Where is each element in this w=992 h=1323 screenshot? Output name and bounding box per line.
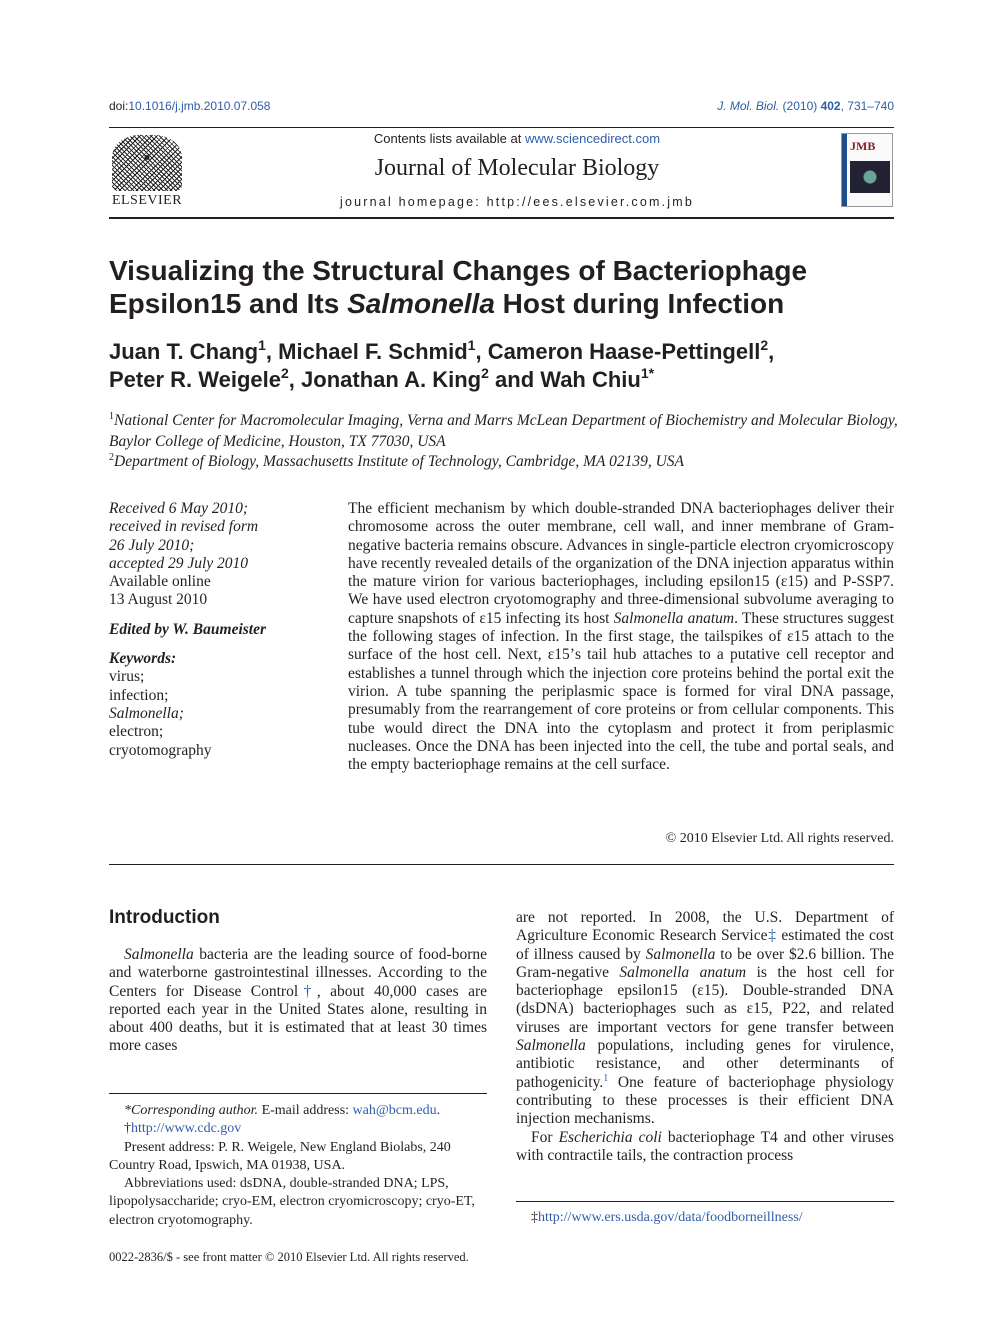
author-separator: , — [768, 339, 775, 364]
online-label: Available online — [109, 573, 211, 591]
intro-italic: Salmonella — [645, 945, 716, 963]
citation-year: (2010) — [782, 99, 818, 113]
corresponding-label: *Corresponding author. — [124, 1103, 259, 1118]
abbreviations: Abbreviations used: dsDNA, double-stranded DNA; LPS, lipopolysaccharide; cryo-EM, electron cryomicroscopy; cryo-ET, electron cryotomography. — [109, 1176, 475, 1228]
intro-text: bacteriophage T4 and other viruses with contractile tails, the contraction process — [516, 1128, 894, 1164]
intro-text: are not reported. In 2008, the U.S. Department of Agriculture Economic Research Service — [516, 909, 894, 945]
author — [109, 367, 301, 392]
corresponding-author-note — [109, 1102, 487, 1120]
author-affil-sup: 1* — [640, 365, 655, 381]
cover-label: JMB — [850, 139, 876, 153]
spacer — [109, 639, 329, 650]
intro-text: to be over $2.6 billion. The Gram-negative — [516, 945, 894, 981]
intro-paragraph — [516, 909, 894, 1129]
journal-name: Journal of Molecular Biology — [374, 155, 660, 181]
intro-paragraph — [516, 1129, 894, 1166]
author-name: Jonathan A. King — [301, 367, 482, 392]
intro-column-1 — [109, 946, 487, 1056]
affiliation — [109, 411, 899, 452]
author-affil-sup: 2 — [481, 365, 489, 381]
contents-prefix: Contents lists available at — [373, 131, 522, 146]
affiliation-text: Department of Biology, Massachusetts Institute of Technology, Cambridge, MA 02139, USA — [114, 453, 685, 470]
usda-footnote — [531, 1210, 803, 1226]
introduction-heading: Introduction — [109, 907, 220, 928]
affiliation-text: National Center for Macromolecular Imaging, Verna and Marrs McLean Department of Biochemistry and Molecular Biology, Baylor College of Medicine, Houston, TX 77030, USA — [109, 412, 898, 450]
author — [488, 339, 775, 364]
journal-cover-thumbnail — [841, 133, 893, 207]
affiliation-sup: 2 — [109, 452, 114, 463]
author-list — [109, 338, 899, 394]
footnote-rule — [516, 1201, 894, 1202]
affiliation — [109, 452, 899, 473]
received-date: Received 6 May 2010; — [109, 500, 249, 517]
author — [278, 339, 488, 364]
abstract-text-1: The efficient mechanism by which double-stranded DNA bacteriophages deliver their chromosome across the outer membrane, cell wall, and inner membrane of Gram-negative bacteria remains obscure. Advances in single-particle electron cryomicroscopy have recently revealed details of the organization of the DNA injection apparatus within the mature virion for various bacteriophages, including epsilon15 (ε15) and P-SSP7. We have used electron cryotomography and three-dimensional subvolume averaging to capture snapshots of ε15 infecting its host — [348, 500, 894, 627]
email-link[interactable]: wah@bcm.edu — [352, 1103, 437, 1118]
intro-text: For — [531, 1128, 559, 1146]
intro-italic: Salmonella — [516, 1037, 586, 1055]
intro-text: is the host cell for bacteriophage epsilon15 (ε15). Double-stranded DNA (dsDNA) bacteriophages such as ε15, P22, and related viruses are important vectors for gene transfer between — [516, 963, 894, 1036]
keyword: virus; — [109, 668, 145, 686]
keyword: electron; — [109, 723, 164, 741]
intro-column-2 — [516, 909, 894, 1165]
revised-label: received in revised form — [109, 518, 259, 536]
keywords-heading: Keywords: — [109, 650, 177, 668]
ddagger-symbol: ‡ — [531, 1210, 538, 1225]
author-affil-sup: 1 — [258, 337, 266, 353]
affiliations — [109, 411, 899, 473]
author-separator: and — [488, 367, 541, 392]
author-affil-sup: 2 — [281, 365, 289, 381]
elsevier-tree-icon — [112, 135, 182, 191]
edited-by: Edited by W. Baumeister — [109, 620, 267, 638]
keyword: cryotomography — [109, 741, 212, 759]
intro-italic: Salmonella — [124, 946, 194, 963]
title-part-1: Visualizing the Structural Changes of Bacteriophage Epsilon15 and Its — [109, 255, 808, 319]
author-affil-sup: 2 — [760, 337, 769, 353]
cdc-footnote — [109, 1120, 487, 1138]
intro-text: populations, including genes for virulence, antibiotic resistance, and other determinants of pathogenicity. — [516, 1037, 894, 1091]
header-rule — [109, 127, 894, 128]
intro-text: bacteria are the leading source of food-borne and waterborne gastrointestinal illnesses. According to the Centers for Disease Control — [109, 946, 487, 1000]
contents-line — [187, 131, 847, 146]
footnote-text: . — [436, 1103, 441, 1118]
footnote-ddagger-link[interactable]: ‡ — [767, 927, 777, 945]
cover-image — [850, 161, 890, 193]
publisher-wordmark: ELSEVIER — [111, 193, 183, 208]
copyright: © 2010 Elsevier Ltd. All rights reserved. — [665, 831, 894, 846]
author-name: Wah Chiu — [540, 367, 641, 392]
author — [109, 339, 278, 364]
footnote-dagger-link[interactable]: † — [298, 982, 317, 1000]
abstract-species: Salmonella anatum — [613, 609, 735, 627]
citation-pages: 731–740 — [847, 99, 894, 113]
author — [540, 367, 654, 392]
author-name: Michael F. Schmid — [278, 339, 468, 364]
accepted-date: accepted 29 July 2010 — [109, 554, 249, 572]
usda-link[interactable]: http://www.ers.usda.gov/data/foodborneillness/ — [538, 1210, 803, 1225]
citation[interactable]: J. Mol. Biol. (2010) 402, 731–740 — [717, 99, 894, 113]
author-separator: , — [288, 367, 302, 392]
cdc-link[interactable]: http://www.cdc.gov — [131, 1121, 242, 1137]
article-history — [109, 500, 329, 760]
affiliation-sup: 1 — [109, 411, 114, 422]
online-date: 13 August 2010 — [109, 591, 208, 609]
intro-text: , about 40,000 cases are reported each year in the United States alone, resulting in about 400 deaths, but it is estimated that at least 30 times more cases — [109, 982, 487, 1055]
intro-italic: Escherichia coli — [558, 1128, 662, 1146]
author-separator: , — [265, 339, 279, 364]
keyword: Salmonella; — [109, 704, 184, 722]
dagger-symbol: † — [124, 1121, 131, 1137]
header-bottom-rule — [109, 217, 894, 219]
intro-text: One feature of bacteriophage physiology contributing to these processes is their efficient DNA injection mechanisms. — [516, 1073, 894, 1128]
author-name: Juan T. Chang — [109, 339, 259, 364]
author-name: Cameron Haase-Pettingell — [487, 339, 761, 364]
sciencedirect-link[interactable]: www.sciencedirect.com — [524, 131, 661, 146]
present-address: Present address: P. R. Weigele, New England Biolabs, 240 Country Road, Ipswich, MA 01938, USA. — [109, 1139, 451, 1173]
doi-line — [109, 99, 270, 113]
reference-link[interactable]: 1 — [603, 1072, 609, 1084]
intro-italic: Salmonella anatum — [619, 963, 747, 981]
author — [301, 367, 540, 392]
spacer — [109, 610, 329, 621]
footnote-text: E-mail address: — [258, 1103, 353, 1118]
article-title — [109, 254, 909, 320]
citation-volume: 402 — [820, 99, 841, 113]
issn-line: 0022-2836/$ - see front matter © 2010 Elsevier Ltd. All rights reserved. — [109, 1250, 469, 1264]
citation-journal: J. Mol. Biol. — [717, 99, 780, 113]
footnote-rule — [109, 1093, 487, 1094]
intro-text: estimated the cost of illness caused by — [516, 927, 894, 963]
abstract — [348, 500, 894, 774]
title-part-2: Host during Infection — [494, 288, 785, 319]
footnotes — [109, 1102, 487, 1230]
keyword: infection; — [109, 686, 169, 704]
author-affil-sup: 1 — [467, 337, 476, 353]
journal-homepage[interactable]: journal homepage: http://ees.elsevier.com.jmb — [340, 195, 694, 209]
revised-date: 26 July 2010; — [109, 536, 195, 554]
title-italic: Salmonella — [347, 288, 495, 319]
cover-band — [842, 134, 847, 206]
elsevier-logo — [109, 133, 185, 209]
author-name: Peter R. Weigele — [109, 367, 281, 392]
author-separator: , — [475, 339, 488, 364]
abstract-text-2: . These structures suggest the following stages of infection. In the first stage, the tailspikes of ε15 attach to the surface of the host cell. Next, ε15’s tail hub attaches to a putative cell receptor and establishes a tunnel through which the injection core proteins behind the portal exit the virion. A tube spanning the periplasmic space is formed for viral DNA passage, presumably from the rearrangement of core proteins or from cellular components. This tube would direct the DNA into the cytoplasm and protect it from periplasmic nucleases. Once the DNA has been injected into the cell, the tube and portal seals, and the empty bacteriophage remains at the cell surface. — [348, 609, 894, 774]
doi-link[interactable]: 10.1016/j.jmb.2010.07.058 — [128, 99, 271, 113]
section-rule — [109, 864, 894, 865]
doi-prefix: doi: — [109, 99, 129, 113]
